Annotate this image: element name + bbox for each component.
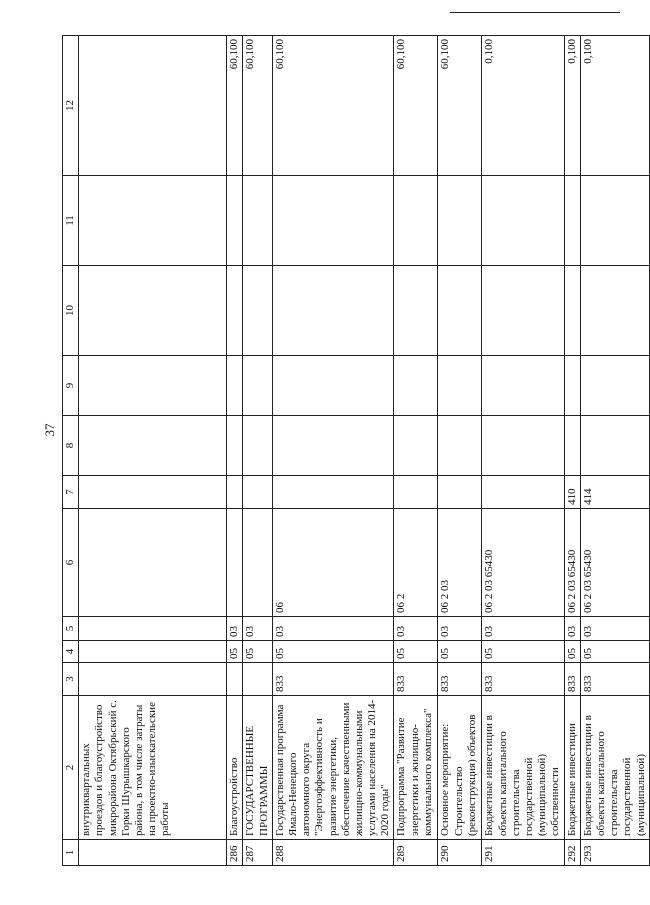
cell-c12: 0,100: [580, 36, 649, 176]
col-header-12: 12: [63, 36, 79, 176]
row-name: Государственная программа Ямало-Ненецкого автономного округа "Энергоэффективность и развитие энергетики, обеспечение качественными жилищно-коммунальными услугами населения на 2014-2020 годы": [272, 696, 394, 840]
cell-c5: 03: [227, 617, 243, 641]
cell-c11: [580, 176, 649, 266]
cell-c12: [79, 36, 227, 176]
cell-c9: [243, 356, 272, 416]
cell-c10: [482, 266, 564, 356]
cell-c10: [243, 266, 272, 356]
table-row: [227, 36, 243, 866]
cell-c3: 833: [438, 663, 482, 696]
cell-c4: 05: [227, 641, 243, 663]
cell-c8: [580, 416, 649, 476]
cell-c10: [394, 266, 438, 356]
table-row: [580, 36, 649, 866]
cell-c9: [438, 356, 482, 416]
cell-c10: [580, 266, 649, 356]
cell-c6: 06 2 03 65430: [564, 509, 580, 617]
cell-c8: [79, 416, 227, 476]
cell-c3: [243, 663, 272, 696]
cell-c7: 410: [564, 476, 580, 509]
cell-c12: 0,100: [482, 36, 564, 176]
cell-c9: [79, 356, 227, 416]
cell-c11: [79, 176, 227, 266]
header-row: [63, 36, 79, 866]
row-name: Бюджетные инвестиции: [564, 696, 580, 840]
cell-c12: 60,100: [243, 36, 272, 176]
cell-c10: [564, 266, 580, 356]
cell-c11: [272, 176, 394, 266]
cell-c12: 0,100: [564, 36, 580, 176]
cell-c8: [438, 416, 482, 476]
table-row: [243, 36, 272, 866]
row-name: Бюджетные инвестиции в объекты капитального строительства государственной (муниципальной) собственности: [482, 696, 564, 840]
cell-c4: 05: [243, 641, 272, 663]
cell-c12: 60,100: [227, 36, 243, 176]
cell-c8: [564, 416, 580, 476]
cell-c10: [272, 266, 394, 356]
table-row: [564, 36, 580, 866]
row-name: Благоустройство: [227, 696, 243, 840]
cell-c10: [227, 266, 243, 356]
cell-c4: 05: [580, 641, 649, 663]
row-number: 288: [272, 840, 394, 866]
row-name: ГОСУДАРСТВЕННЫЕ ПРОГРАММЫ: [243, 696, 272, 840]
row-number: 287: [243, 840, 272, 866]
cell-c6: 06 2 03 65430: [580, 509, 649, 617]
header-rule: [450, 12, 620, 13]
row-number: 291: [482, 840, 564, 866]
cell-c9: [272, 356, 394, 416]
cell-c6: [243, 509, 272, 617]
cell-c5: 03: [564, 617, 580, 641]
cell-c7: [272, 476, 394, 509]
rotated-table-wrapper: [62, 36, 647, 866]
cell-c11: [394, 176, 438, 266]
table-row: [79, 36, 227, 866]
cell-c11: [564, 176, 580, 266]
cell-c4: [79, 641, 227, 663]
cell-c12: 60,100: [438, 36, 482, 176]
col-header-7: 7: [63, 476, 79, 509]
cell-c9: [227, 356, 243, 416]
row-number: 292: [564, 840, 580, 866]
cell-c5: [79, 617, 227, 641]
cell-c7: 414: [580, 476, 649, 509]
cell-c3: 833: [272, 663, 394, 696]
col-header-8: 8: [63, 416, 79, 476]
col-header-1: 1: [63, 840, 79, 866]
col-header-10: 10: [63, 266, 79, 356]
cell-c8: [227, 416, 243, 476]
cell-c6: 06 2 03: [438, 509, 482, 617]
cell-c7: [227, 476, 243, 509]
cell-c4: 05: [272, 641, 394, 663]
cell-c6: 06 2: [394, 509, 438, 617]
table-row: [272, 36, 394, 866]
cell-c6: [79, 509, 227, 617]
cell-c4: 05: [438, 641, 482, 663]
cell-c3: 833: [580, 663, 649, 696]
cell-c8: [272, 416, 394, 476]
cell-c12: 60,100: [394, 36, 438, 176]
row-name: Основное мероприятие: Строительство (реконструкция) объектов: [438, 696, 482, 840]
cell-c3: [79, 663, 227, 696]
row-number: 293: [580, 840, 649, 866]
budget-table: [62, 35, 650, 866]
table-row: [394, 36, 438, 866]
cell-c7: [243, 476, 272, 509]
cell-c3: [227, 663, 243, 696]
row-number: 286: [227, 840, 243, 866]
cell-c4: 05: [482, 641, 564, 663]
cell-c3: 833: [564, 663, 580, 696]
cell-c6: 06: [272, 509, 394, 617]
row-name: Подпрограмма "Развитие энергетики и жилищно-коммунального комплекса": [394, 696, 438, 840]
cell-c7: [482, 476, 564, 509]
col-header-3: 3: [63, 663, 79, 696]
cell-c5: 03: [580, 617, 649, 641]
cell-c9: [394, 356, 438, 416]
page-number: 37: [42, 423, 57, 437]
table-row: [482, 36, 564, 866]
cell-c11: [227, 176, 243, 266]
cell-c7: [438, 476, 482, 509]
cell-c12: 60,100: [272, 36, 394, 176]
row-name: Бюджетные инвестиции в объекты капитального строительства государственной (муниципальной): [580, 696, 649, 840]
col-header-2: 2: [63, 696, 79, 840]
cell-c8: [394, 416, 438, 476]
cell-c11: [438, 176, 482, 266]
col-header-5: 5: [63, 617, 79, 641]
col-header-11: 11: [63, 176, 79, 266]
col-header-4: 4: [63, 641, 79, 663]
cell-c3: 833: [394, 663, 438, 696]
cell-c6: 06 2 03 65430: [482, 509, 564, 617]
cell-c11: [482, 176, 564, 266]
cell-c10: [438, 266, 482, 356]
cell-c9: [482, 356, 564, 416]
cell-c8: [482, 416, 564, 476]
row-name: внутриквартальных проездов и благоустройство микрорайона Октябрьский с. Горки Шурышкарского района, в том числе затраты на проектно-изыскательские работы: [79, 696, 227, 840]
col-header-6: 6: [63, 509, 79, 617]
cell-c5: 03: [243, 617, 272, 641]
row-number: 290: [438, 840, 482, 866]
cell-c4: 05: [394, 641, 438, 663]
row-number: [79, 840, 227, 866]
cell-c5: 03: [438, 617, 482, 641]
cell-c9: [580, 356, 649, 416]
cell-c10: [79, 266, 227, 356]
cell-c5: 03: [272, 617, 394, 641]
cell-c9: [564, 356, 580, 416]
cell-c5: 03: [394, 617, 438, 641]
cell-c7: [79, 476, 227, 509]
cell-c11: [243, 176, 272, 266]
cell-c8: [243, 416, 272, 476]
row-number: 289: [394, 840, 438, 866]
cell-c4: 05: [564, 641, 580, 663]
cell-c7: [394, 476, 438, 509]
table-row: [438, 36, 482, 866]
col-header-9: 9: [63, 356, 79, 416]
cell-c6: [227, 509, 243, 617]
cell-c5: 03: [482, 617, 564, 641]
cell-c3: 833: [482, 663, 564, 696]
